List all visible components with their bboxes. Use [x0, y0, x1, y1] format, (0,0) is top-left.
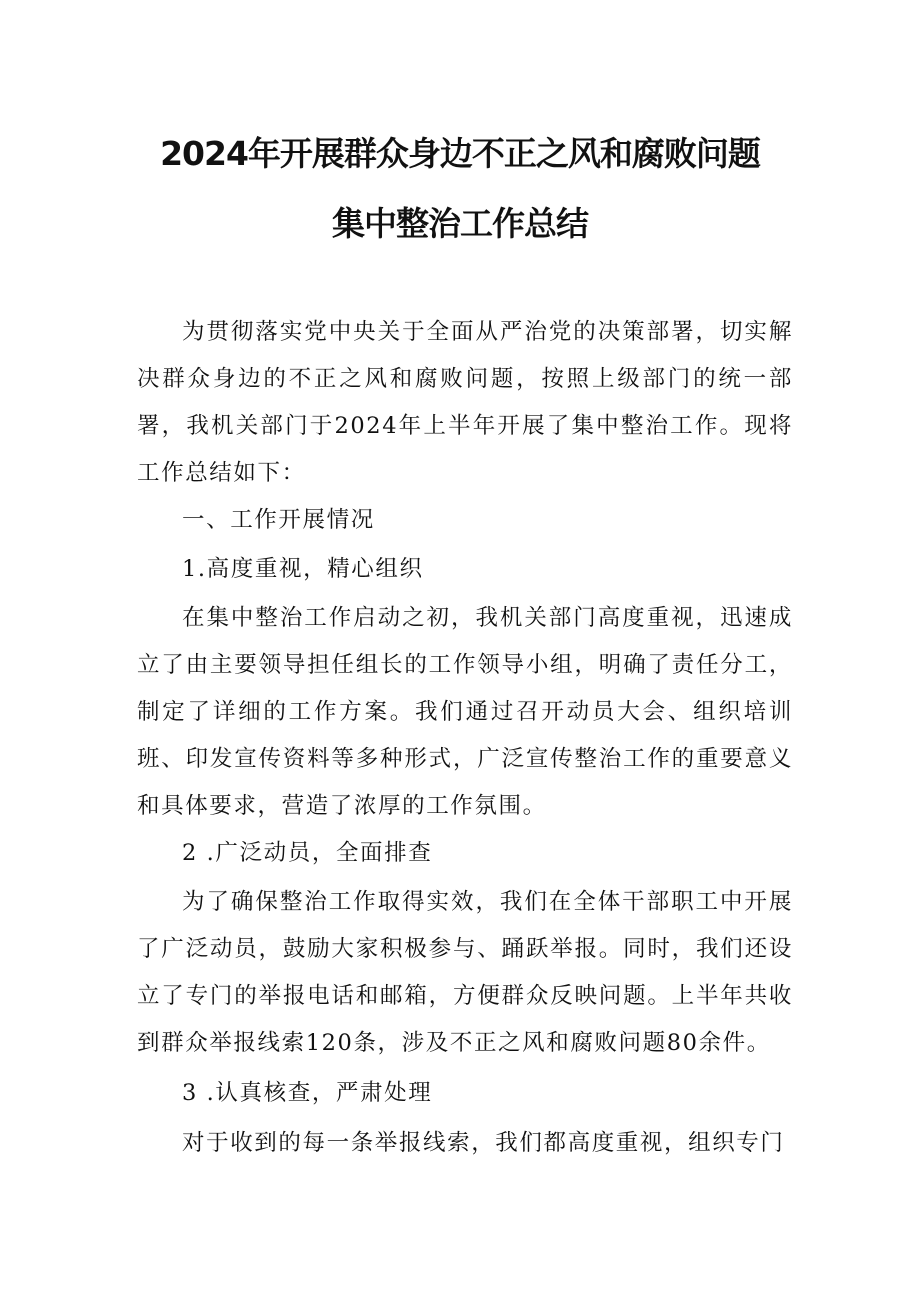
section-1-heading: 一、工作开展情况 — [182, 507, 375, 533]
item-3-heading: 3 .认真核查，严肃处理 — [182, 1080, 433, 1106]
item-2-heading: 2 .广泛动员，全面排查 — [182, 840, 433, 866]
item-2-paragraph: 为了确保整治工作取得实效，我们在全体干部职工中开展了广泛动员，鼓励大家积极参与、踊跃举报。同时，我们还设立了专门的举报电话和邮箱，方便群众反映问题。上半年共收到群众举报线索120条，涉及不正之风和腐败问题80余件。 — [137, 889, 793, 1056]
item-1-paragraph: 在集中整治工作启动之初，我机关部门高度重视，迅速成立了由主要领导担任组长的工作领导小组，明确了责任分工，制定了详细的工作方案。我们通过召开动员大会、组织培训班、印发宣传资料等多种形式，广泛宣传整治工作的重要意义和具体要求，营造了浓厚的工作氛围。 — [137, 605, 793, 819]
document-title-line-2: 集中整治工作总结 — [332, 204, 588, 243]
document-title-line-1: 2024年开展群众身边不正之风和腐败问题 — [160, 134, 760, 173]
intro-paragraph: 为贯彻落实党中央关于全面从严治党的决策部署，切实解决群众身边的不正之风和腐败问题，按照上级部门的统一部署，我机关部门于2024年上半年开展了集中整治工作。现将工作总结如下： — [137, 319, 793, 486]
item-3-paragraph: 对于收到的每一条举报线索，我们都高度重视，组织专门 — [182, 1130, 785, 1156]
document-body — [137, 309, 793, 1167]
item-1-heading: 1.高度重视，精心组织 — [182, 556, 424, 582]
